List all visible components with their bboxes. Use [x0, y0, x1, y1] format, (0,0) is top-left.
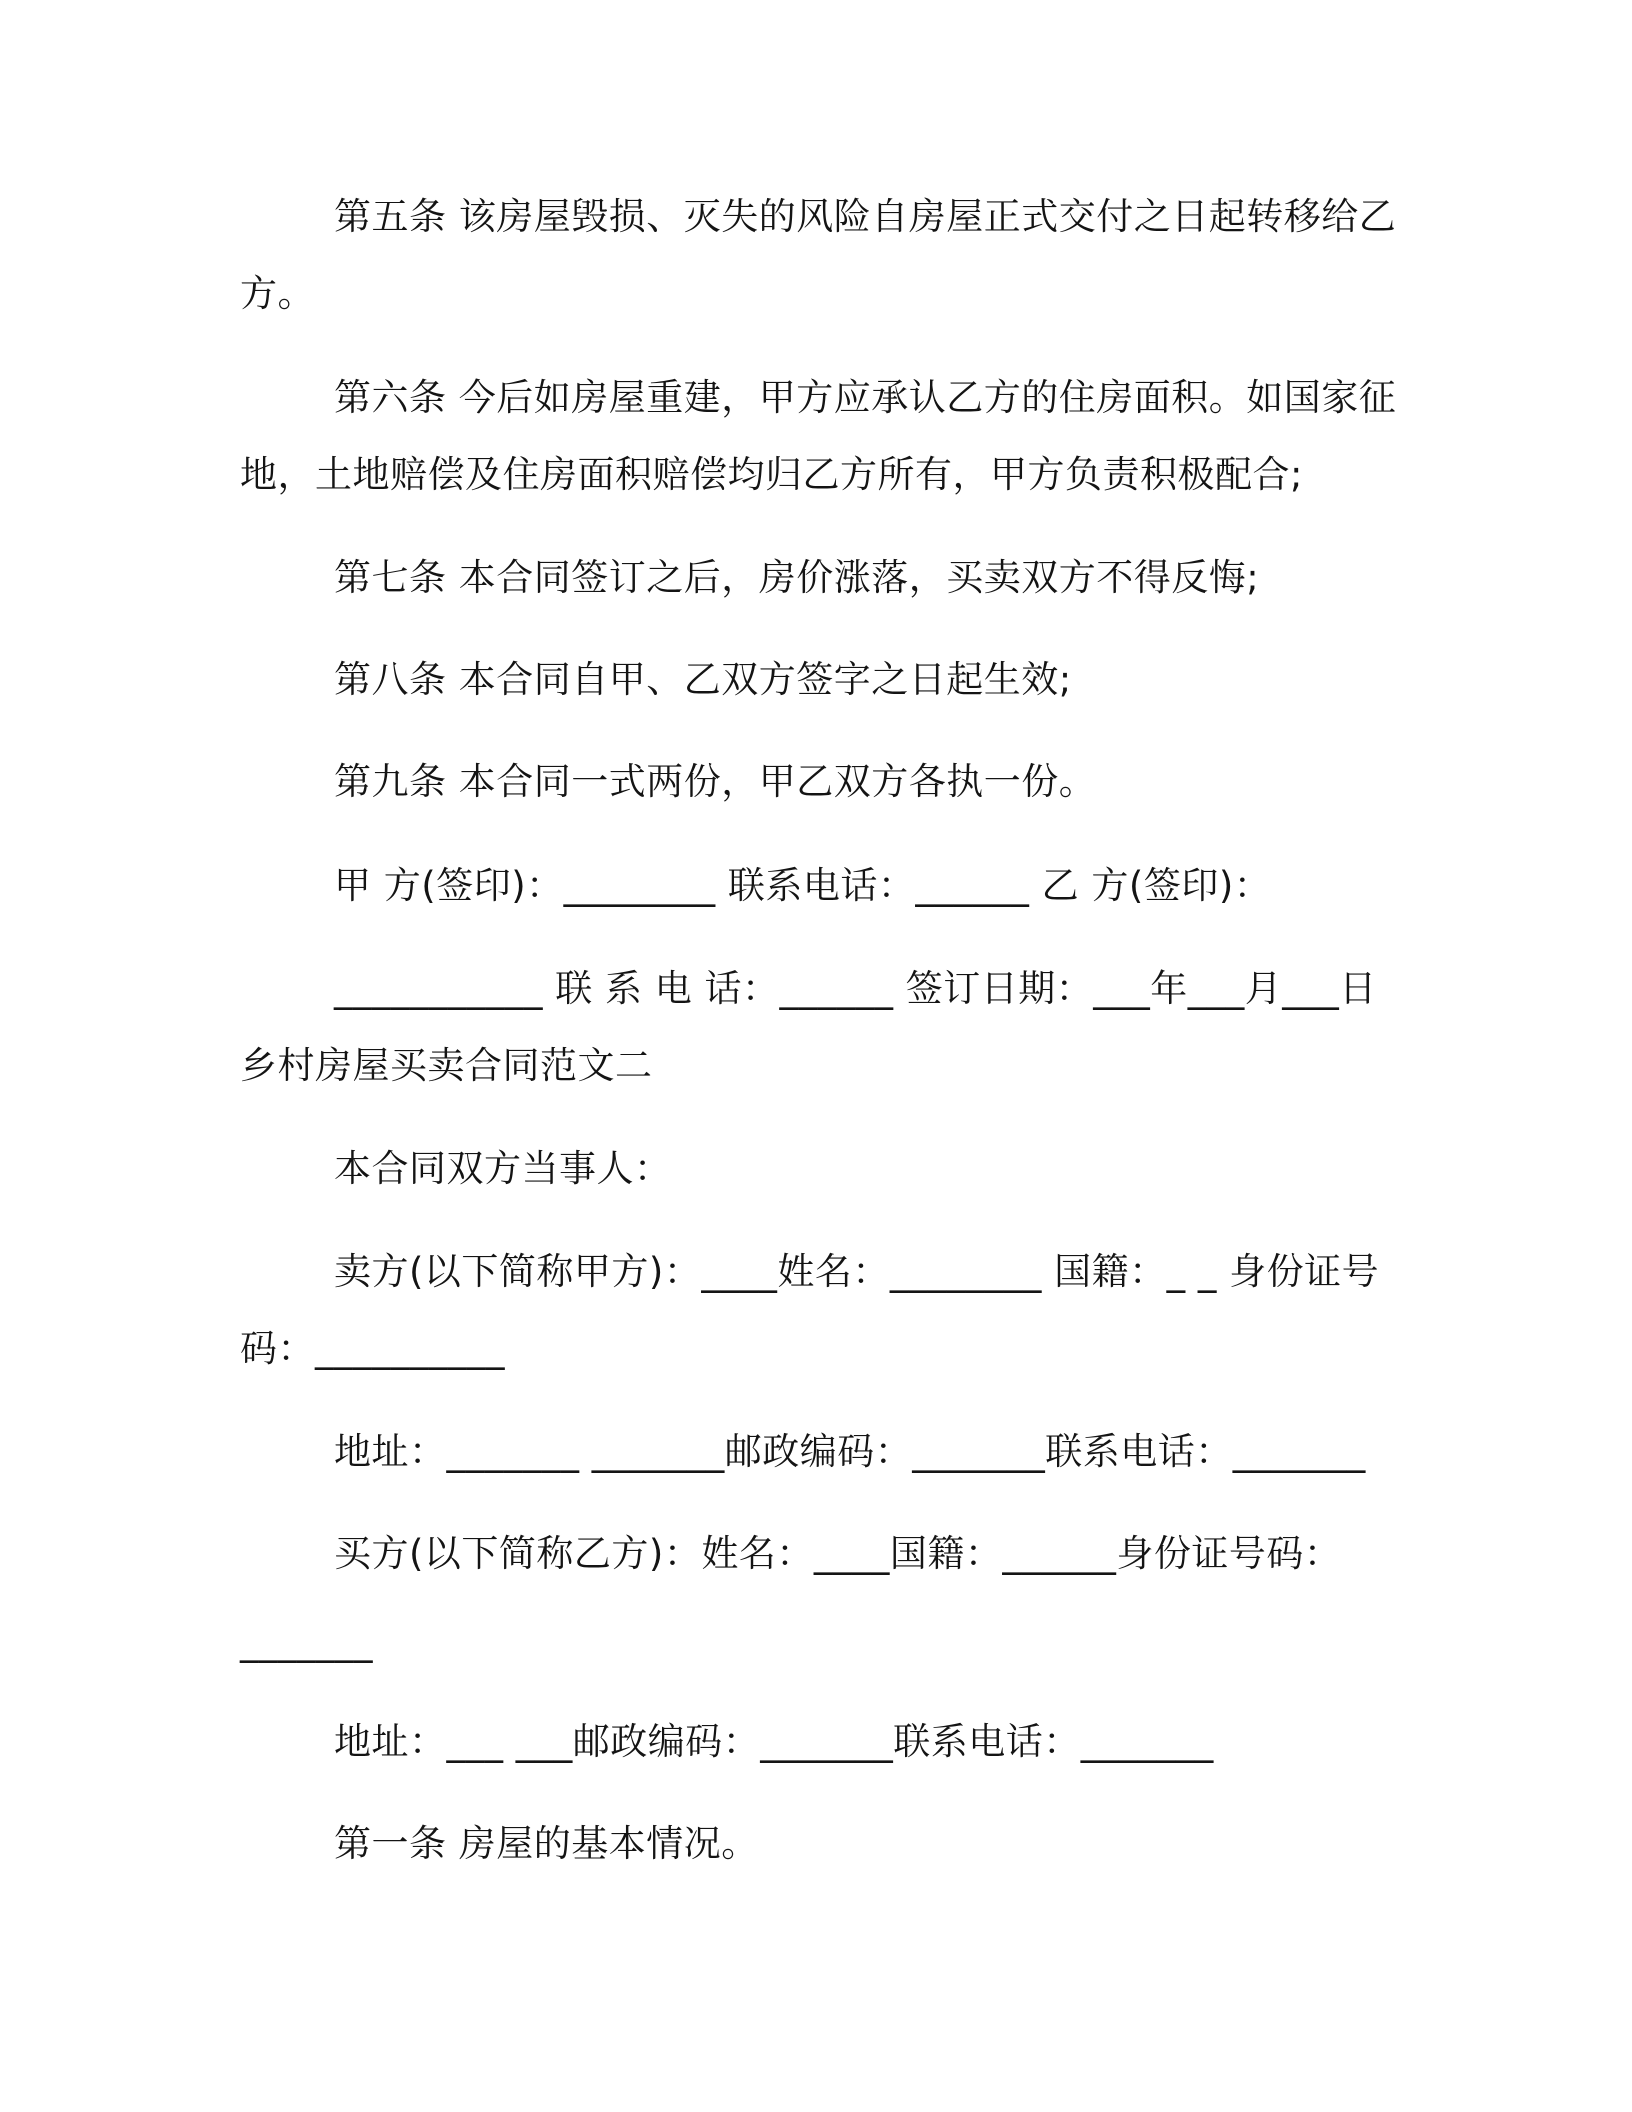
seller-info-line-2: 码：__________	[240, 1327, 505, 1370]
clause-6-line-1: 第六条 今后如房屋重建，甲方应承认乙方的住房面积。如国家征	[334, 376, 1397, 419]
signature-line-2: ___________ 联 系 电 话：______ 签订日期：___年___月___日	[334, 967, 1377, 1010]
clause-5-line-1: 第五条 该房屋毁损、灭失的风险自房屋正式交付之日起转移给乙	[334, 195, 1397, 238]
buyer-info-line-1: 买方(以下简称乙方)：姓名：____国籍：______身份证号码：	[334, 1532, 1342, 1575]
clause-7: 第七条 本合同签订之后，房价涨落，买卖双方不得反悔;	[334, 556, 1260, 599]
clause-8: 第八条 本合同自甲、乙双方签字之日起生效;	[334, 658, 1072, 701]
clause-9: 第九条 本合同一式两份，甲乙双方各执一份。	[334, 760, 1097, 803]
seller-address: 地址：_______ _______邮政编码：_______联系电话：_______	[334, 1430, 1366, 1473]
parties-heading: 本合同双方当事人：	[334, 1147, 672, 1190]
section-title: 乡村房屋买卖合同范文二	[240, 1044, 653, 1087]
clause-5-line-2: 方。	[240, 272, 315, 315]
signature-line-1: 甲 方(签印)：________ 联系电话：______ 乙 方(签印)：	[334, 864, 1272, 907]
buyer-info-line-2: _______	[240, 1620, 373, 1663]
buyer-address: 地址：___ ___邮政编码：_______联系电话：_______	[334, 1720, 1214, 1763]
clause-1: 第一条 房屋的基本情况。	[334, 1822, 759, 1865]
seller-info-line-1: 卖方(以下简称甲方)：____姓名：________ 国籍：_ _ 身份证号	[334, 1250, 1380, 1293]
clause-6-line-2: 地，土地赔偿及住房面积赔偿均归乙方所有，甲方负责积极配合;	[240, 453, 1303, 496]
